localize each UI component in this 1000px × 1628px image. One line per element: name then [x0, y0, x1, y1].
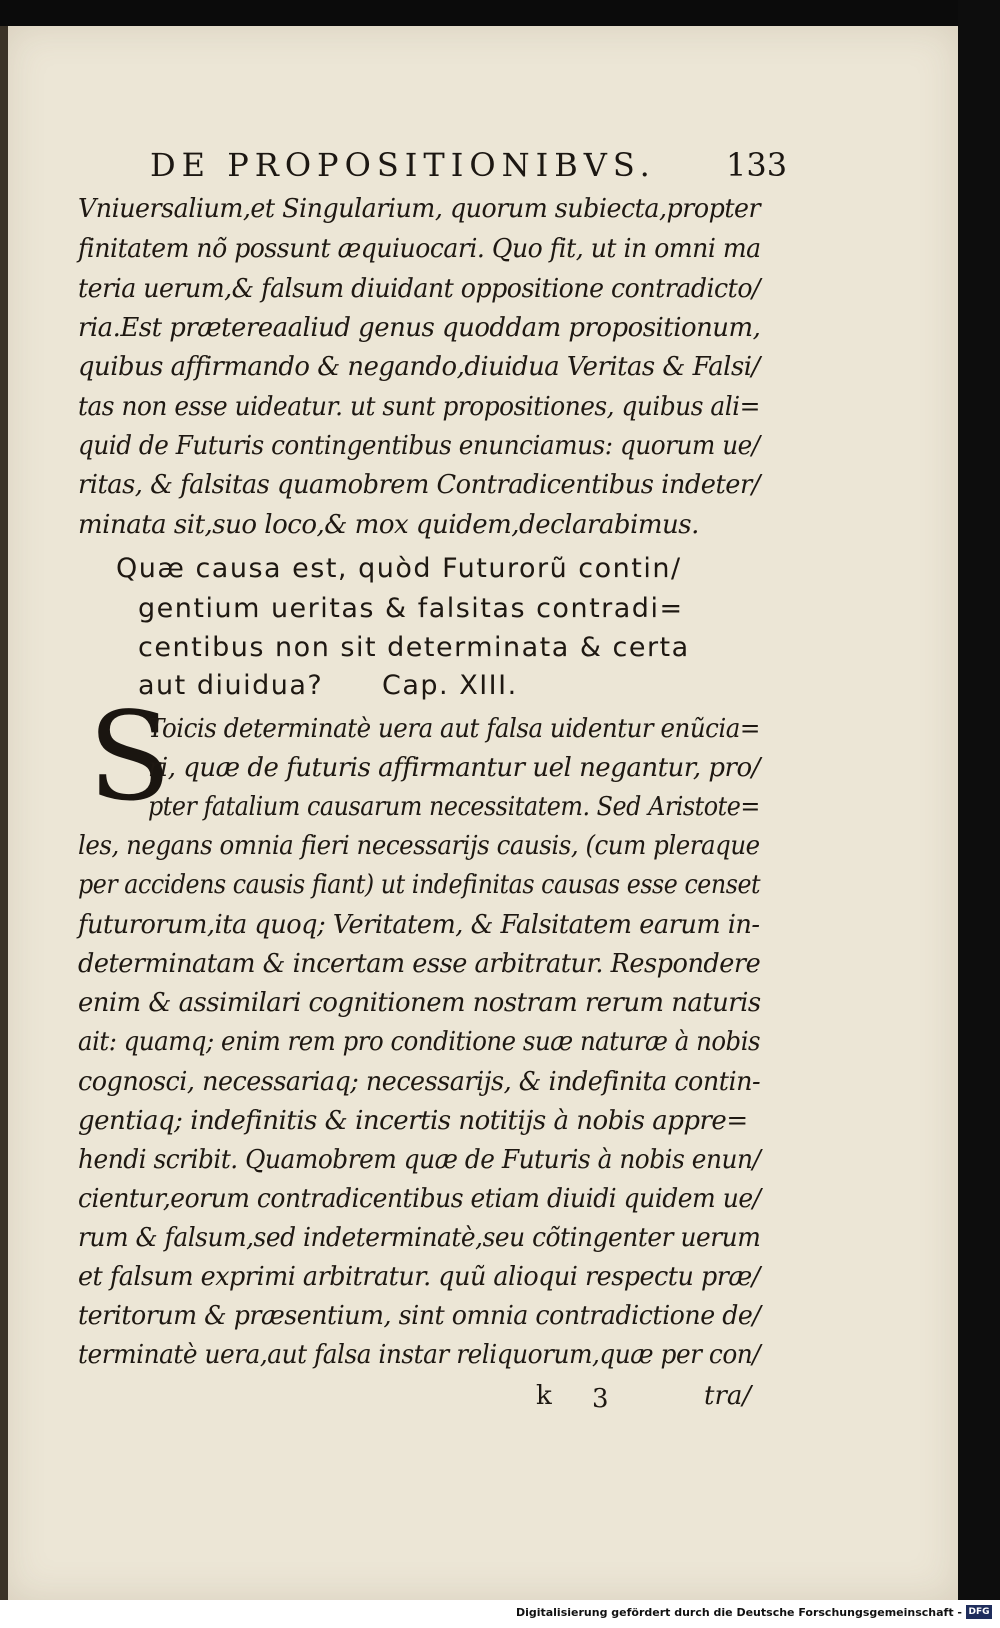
running-title: DE PROPOSITIONIBVS.: [150, 146, 656, 184]
chapter-body-line: rum & falsum,sed indeterminatè,seu cõtingenter uerum: [78, 1223, 761, 1253]
page-left-edge: [0, 26, 8, 1600]
digitization-credit: Digitalisierung gefördert durch die Deutsche Forschungsgemeinschaft -: [515, 1606, 962, 1619]
chapter-body-line: teritorum & præsentium, sint omnia contradictione de/: [78, 1301, 761, 1331]
chapter-heading-line: aut diuidua?: [138, 670, 324, 701]
body-line: quid de Futuris contingentibus enunciamus: quorum ue/: [78, 431, 760, 461]
catchword: tra/: [704, 1381, 752, 1411]
scan-right-border: [958, 0, 1000, 1600]
signature-number: 3: [592, 1384, 609, 1414]
body-line: teria uerum,& falsum diuidant oppositione contradicto/: [78, 274, 761, 304]
chapter-number: Cap. XIII.: [382, 670, 518, 701]
chapter-body-line: per accidens causis fiant) ut indefinitas causas esse censet: [78, 870, 761, 900]
dfg-logo: DFG: [966, 1605, 992, 1619]
chapter-body-line: enim & assimilari cognitionem nostram rerum naturis: [78, 988, 761, 1018]
scan-top-border: [0, 0, 1000, 26]
chapter-body-line: futurorum,ita quoq; Veritatem, & Falsitatem earum in-: [78, 910, 760, 940]
chapter-body-line: hendi scribit. Quamobrem quæ de Futuris à nobis enun/: [78, 1145, 761, 1175]
chapter-heading-line: centibus non sit determinata & certa: [138, 632, 690, 663]
chapter-body-line: ri, quæ de futuris affirmantur uel negantur, pro/: [148, 753, 760, 783]
page-number: 133: [726, 146, 788, 184]
chapter-body-line: et falsum exprimi arbitratur. quũ alioqui respectu præ/: [78, 1262, 760, 1292]
chapter-body-line: determinatam & incertam esse arbitratur. Respondere: [78, 949, 761, 979]
chapter-body-line: cientur,eorum contradicentibus etiam diuidi quidem ue/: [78, 1184, 761, 1214]
body-line: quibus affirmando & negando,diuidua Veritas & Falsi/: [78, 352, 760, 382]
body-line: Vniuersalium,et Singularium, quorum subiecta,propter: [78, 194, 761, 224]
chapter-body-line: cognosci, necessariaq; necessarijs, & indefinita contin-: [78, 1067, 761, 1097]
chapter-heading-line: Quæ causa est, quòd Futurorũ contin/: [116, 553, 682, 584]
chapter-body-line: ait: quamq; enim rem pro conditione suæ naturæ à nobis: [78, 1027, 761, 1057]
chapter-body-line: pter fatalium causarum necessitatem. Sed Aristote=: [148, 792, 760, 822]
chapter-heading-line: gentium ueritas & falsitas contradi=: [138, 593, 684, 624]
chapter-body-line: les, negans omnia fieri necessarijs causis, (cum pleraque: [78, 831, 760, 861]
chapter-body-line: gentiaq; indefinitis & incertis notitijs à nobis appre=: [78, 1106, 748, 1136]
chapter-body-line: terminatè uera,aut falsa instar reliquorum,quæ per con/: [78, 1340, 761, 1370]
chapter-body-line: Toicis determinatè uera aut falsa uidentur enũcia=: [148, 714, 760, 744]
body-line: ria.Est prætereaaliud genus quoddam propositionum,: [78, 313, 761, 343]
signature-mark: k: [536, 1381, 552, 1411]
body-line: finitatem nõ possunt æquiuocari. Quo fit, ut in omni ma: [78, 234, 761, 264]
drop-cap: S: [88, 686, 172, 828]
body-line: tas non esse uideatur. ut sunt propositiones, quibus ali=: [78, 392, 760, 422]
body-line: minata sit,suo loco,& mox quidem,declarabimus.: [78, 510, 699, 540]
body-line: ritas, & falsitas quamobrem Contradicentibus indeter/: [78, 470, 760, 500]
